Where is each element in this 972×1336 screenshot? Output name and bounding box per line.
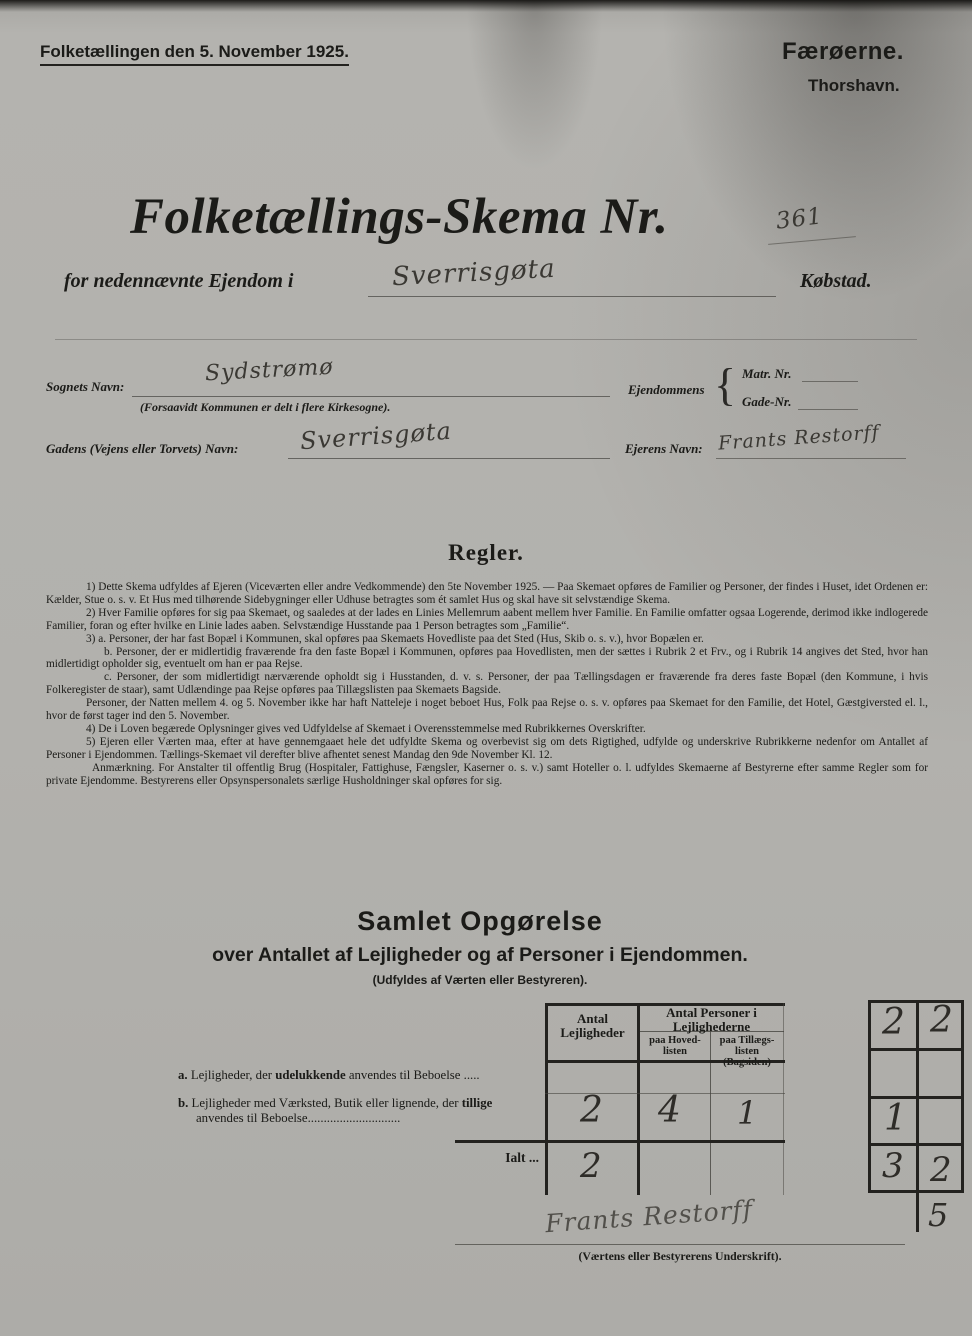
tally-below-value: 5 (928, 1196, 949, 1234)
matr-nr-label: Matr. Nr. (742, 366, 792, 381)
form-number-underline (768, 236, 856, 245)
tally-cell-r3c1: 1 (884, 1098, 907, 1139)
summary-note: (Udfyldes af Værten eller Bestyreren). (372, 973, 588, 987)
row-a-text-pre: Lejligheder, der (190, 1068, 276, 1082)
ejerens-value-handwritten: Frants Restorff (717, 421, 881, 455)
census-date-header: Folketællingen den 5. November 1925. (40, 42, 349, 66)
gade-nr-label: Gade-Nr. (742, 394, 792, 409)
koebstad-label: Købstad. (800, 270, 872, 292)
tally-vline-left (868, 1000, 871, 1192)
sogn-value-handwritten: Sydstrømø (204, 354, 335, 387)
tally-vline-right (961, 1000, 964, 1192)
ejendommens-label: Ejendommens (628, 382, 705, 397)
gadens-value-handwritten: Sverrisgøta (299, 416, 453, 456)
ialt-label: Ialt ... (505, 1150, 539, 1165)
rule-paragraph-anmaerkning: Anmærkning. For Anstalter til offentlig Brug (Hospitaler, Fattighuse, Fængsler, Kaserner o. s. v.) samt Hoteller o. l. udfyldes Skemaerne af Bestyrerne efter samme Regler som for private Ejendomme. Bestyrerens eller Opsynspersonalets særlige Husholdninger skal opføres for sig. (46, 761, 928, 787)
property-line-prefix: for nedennævnte Ejendom i (64, 270, 294, 292)
value-b-hovedlisten: 4 (658, 1090, 681, 1131)
value-ialt-lejligheder: 2 (580, 1146, 602, 1186)
row-a-text-bold: udelukkende (275, 1068, 346, 1082)
col-header-hovedlisten: paa Hoved-listen (649, 1035, 701, 1058)
brace-glyph: { (714, 359, 737, 410)
ejerens-label: Ejerens Navn: (625, 441, 703, 456)
sogn-label: Sognets Navn: (46, 379, 125, 394)
region-label: Færøerne. (782, 38, 904, 65)
col-header-lejligheder: Antal Lejligheder (560, 1011, 625, 1040)
property-name-underline (368, 296, 776, 297)
row-b-text-pre: Lejligheder med Værksted, Butik eller lignende, der (191, 1096, 462, 1110)
summary-subheading: over Antallet af Lejligheder og af Personer i Ejendommen. (212, 944, 748, 966)
tally-cell-r1c2: 2 (930, 1000, 953, 1041)
table-row-a-label-block (178, 1068, 542, 1083)
summary-heading: Samlet Opgørelse (357, 906, 603, 936)
value-b-lejligheder: 2 (580, 1090, 603, 1131)
value-b-tillaegslisten: 1 (737, 1094, 758, 1132)
table-row-b-label-block (178, 1096, 550, 1126)
scan-top-edge (0, 0, 972, 12)
rule-paragraph-3c: c. Personer, der som midlertidigt nærværende opholdt sig i Husstanden, d. v. s. Personer, der paa Tællingsdagen er fraværende fra deres faste Bopæl (den Kommune, i hvis Folkeregister de staar), samt Udlændinge paa Rejse opføres paa Tillægslisten paa Skemaets Bagside. (46, 671, 928, 697)
town-label: Thorshavn. (808, 76, 900, 95)
rule-paragraph-2: 2) Hver Familie opføres for sig paa Skemaet, og saaledes at der lades en Linies Mellemrum aabent mellem hver Familie. En Familie omfatter ogsaa Logerende, derimod ikke indlogerede Familier, foran og efter hvilke en Linie lades aaben. Selvstændige Husstande paa 1 Person betragtes som „Familie“. (46, 606, 928, 632)
rule-paragraph-1: 1) Dette Skema udfyldes af Ejeren (Viceværten eller andre Vedkommende) den 5te November 1925. — Paa Skemaet opføres de Familier og Personer, der findes i Huset, idet Ordenen er: Kælder, Stue o. s. v. Et Hus med tilhørende Sidebygninger eller Udhuse betragtes som ét samlet Hus og skal have sit selvstændige Skema. (46, 581, 928, 606)
form-number-handwritten: 361 (774, 203, 825, 235)
signature-caption: (Værtens eller Bestyrerens Underskrift). (578, 1249, 782, 1263)
gadens-label: Gadens (Vejens eller Torvets) Navn: (46, 441, 239, 456)
tally-cell-r4c2: 2 (930, 1150, 952, 1190)
sogn-note: (Forsaavidt Kommunen er delt i flere Kirkesogne). (140, 400, 391, 414)
sogn-underline (132, 396, 610, 397)
rule-paragraph-3b: b. Personer, der er midlertidig fraværende fra den faste Bopæl i Kommunen, opføres paa Hovedlisten, men der sættes i Rubrik 2 et Frv., og i Rubrik 14 angives det Sted, hvor han midlertidigt opholder sig, eventuelt om han er paa Rejse. (46, 645, 928, 671)
form-title: Folketællings-Skema Nr. (130, 189, 669, 245)
rule-paragraph-4: 4) De i Loven begærede Oplysninger gives ved Udfyldelse af Skemaet i Overensstemmelse med Rubrikkernes Overskrifter. (86, 722, 646, 735)
row-a-text-post: anvendes til Beboelse ..... (345, 1068, 480, 1082)
property-name-handwritten: Sverrisgøta (391, 253, 557, 293)
col-header-tillaegslisten: paa Tillægs-listen (Bagsiden) (719, 1035, 775, 1069)
tally-vline-middle (916, 1000, 919, 1232)
rule-paragraph-3d: Personer, der Natten mellem 4. og 5. November ikke har haft Natteleje i noget beboet Hus, Folk paa Rejse o. s. v. opføres paa Skemaet for den Familie, det Hotel, Gæstgiversted el. l., hvor de først tager ind den 5. November. (46, 697, 928, 723)
ejerens-underline (716, 458, 906, 459)
tally-cell-r1c1: 2 (882, 1002, 905, 1043)
matr-nr-underline (802, 381, 858, 382)
rules-heading: Regler. (448, 540, 524, 565)
rule-paragraph-3a: 3) a. Personer, der har fast Bopæl i Kommunen, skal opføres paa Skemaets Hovedliste paa det Sted (Hus, Skib o. s. v.), hvor Bopælen er. (86, 632, 704, 645)
row-b-text-bold: tillige (461, 1096, 493, 1110)
rule-paragraph-5: 5) Ejeren eller Værten maa, efter at have gennemgaaet hele det udfyldte Skema og overbevist sig om dets Rigtighed, udfylde og underskrive Rubrikkerne nedenfor om Antallet af Personer i Ejendommen. Tællings-Skemaet vil derefter blive afhentet senest Mandag den 9de November Kl. 12. (46, 735, 928, 761)
section-divider (55, 339, 917, 340)
col-header-personer-group: Antal Personer i Lejlighederne (666, 1005, 757, 1034)
signature-handwritten: Frants Restorff (544, 1194, 754, 1239)
row-b-letter: b. (178, 1096, 189, 1110)
table-ialt-top-border (455, 1140, 785, 1143)
tally-cell-r4c1: 3 (882, 1146, 904, 1186)
row-a-letter: a. (178, 1068, 188, 1082)
gadens-underline (288, 458, 610, 459)
rules-text-block (46, 581, 928, 788)
signature-underline (455, 1244, 905, 1245)
gade-nr-underline (798, 409, 858, 410)
row-b-text-line2: anvendes til Beboelse............................. (196, 1111, 401, 1125)
